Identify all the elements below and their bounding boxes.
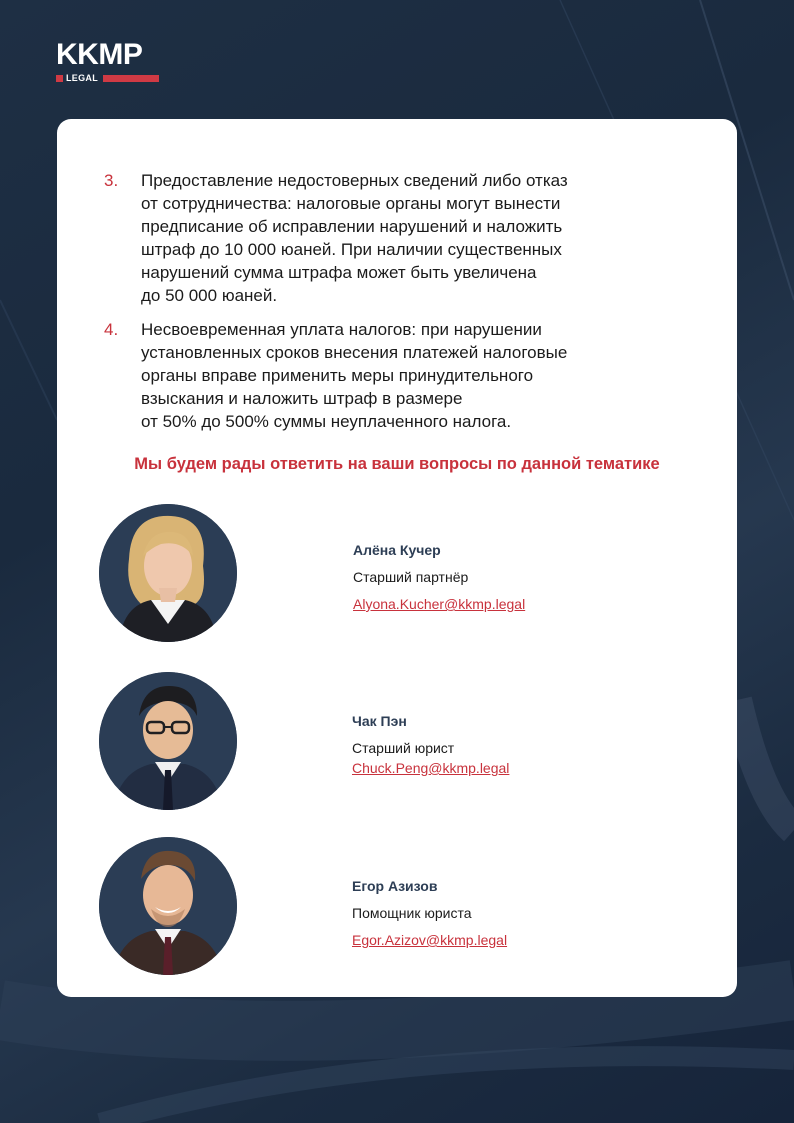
list-line: штраф до 10 000 юаней. При наличии существенных	[141, 240, 562, 259]
list-line: органы вправе применить меры принудительного	[141, 366, 534, 385]
contact-email-link[interactable]: Egor.Azizov@kkmp.legal	[352, 932, 508, 948]
contact-email-link[interactable]: Alyona.Kucher@kkmp.legal	[353, 596, 526, 612]
list-line: взыскания и наложить штраф в размере	[141, 389, 463, 408]
list-line: нарушений сумма штрафа может быть увеличена	[141, 263, 537, 282]
list-line: Несвоевременная уплата налогов: при нарушении	[141, 320, 542, 339]
list-line: Предоставление недостоверных сведений либо отказ	[141, 171, 568, 190]
logo-sub: LEGAL	[66, 73, 98, 83]
logo-square	[56, 75, 63, 82]
contact-name: Егор Азизов	[352, 878, 438, 894]
contact-card-2	[352, 712, 509, 778]
contact-name: Чак Пэн	[352, 713, 407, 729]
list-line: от 50% до 500% суммы неуплаченного налога.	[141, 412, 512, 431]
logo-bar	[103, 75, 159, 82]
list-number: 3.	[104, 171, 119, 190]
contact-role: Старший партнёр	[353, 569, 469, 585]
contact-role: Помощник юриста	[352, 905, 472, 921]
list-number: 4.	[104, 320, 119, 339]
content-card	[57, 119, 737, 997]
list-line: установленных сроков внесения платежей налоговые	[141, 343, 568, 362]
list-line: от сотрудничества: налоговые органы могут вынести	[141, 194, 561, 213]
avatar-alyona-kucher	[99, 504, 237, 642]
contact-card-1	[353, 541, 525, 614]
contact-role: Старший юрист	[352, 740, 455, 756]
contact-email-link[interactable]: Chuck.Peng@kkmp.legal	[352, 760, 510, 776]
list-line: предписание об исправлении нарушений и наложить	[141, 217, 563, 236]
list-text	[141, 169, 681, 307]
avatar-egor-azizov	[99, 837, 237, 975]
avatar-chuck-peng	[99, 672, 237, 810]
logo-wordmark: KKMP	[56, 38, 143, 71]
contact-card-3	[352, 877, 507, 950]
list-line: до 50 000 юаней.	[141, 286, 278, 305]
kkmp-legal-logo	[56, 40, 160, 84]
contact-call-to-action: Мы будем рады ответить на ваши вопросы по данной тематике	[134, 455, 660, 473]
contact-name: Алёна Кучер	[353, 542, 441, 558]
list-text	[141, 318, 681, 433]
